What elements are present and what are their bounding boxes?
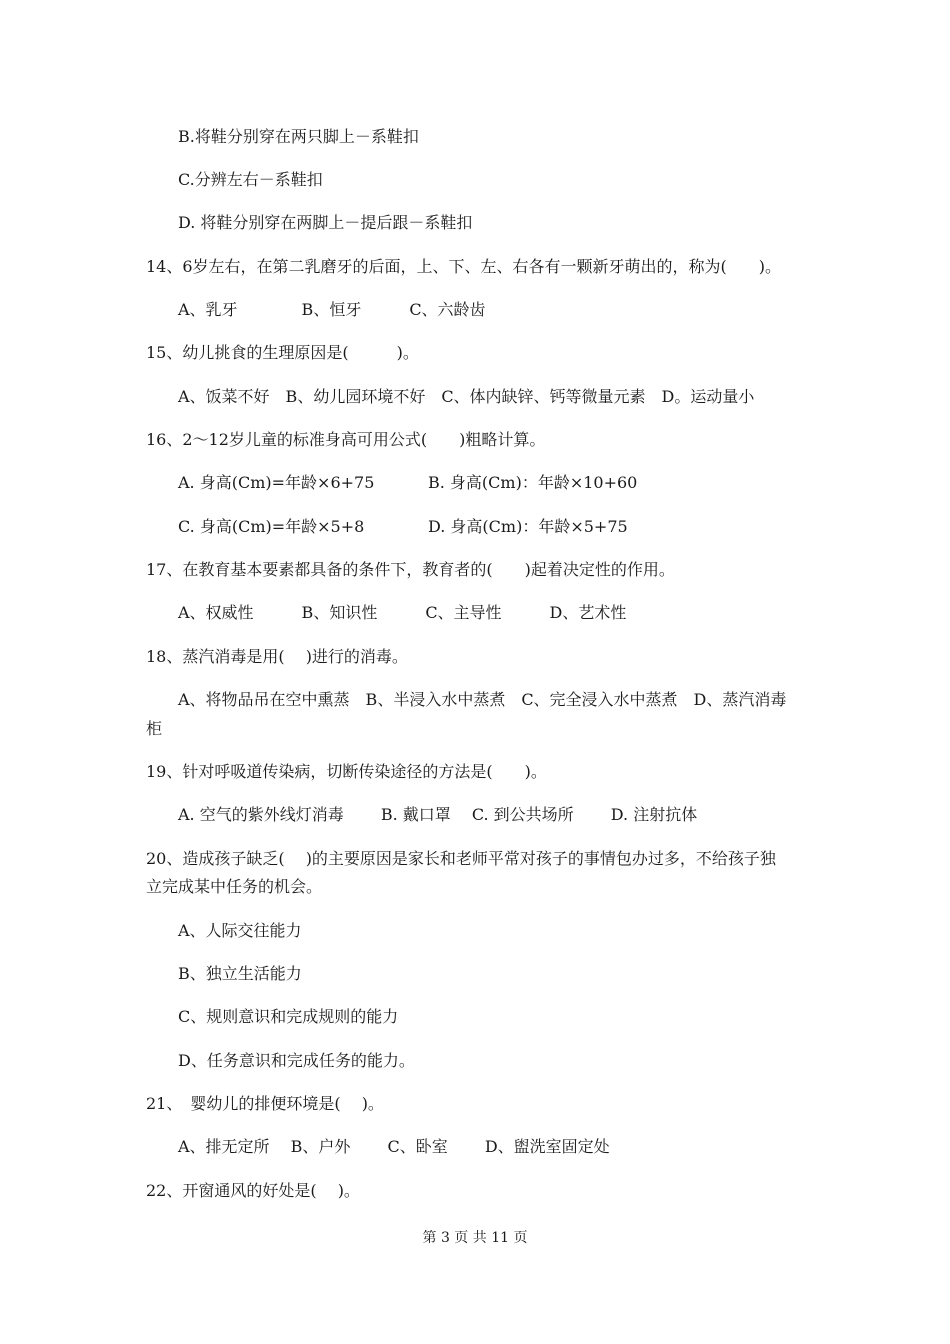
q16-option-c: C. 身高(Cm)=年龄×5+8 bbox=[178, 517, 365, 536]
q15-stem: 15、幼儿挑食的生理原因是( )。 bbox=[146, 343, 419, 362]
q19-options: A. 空气的紫外线灯消毒 B. 戴口罩 C. 到公共场所 D. 注射抗体 bbox=[178, 805, 698, 824]
q18-options: A、将物品吊在空中熏蒸 B、半浸入水中蒸煮 C、完全浸入水中蒸煮 D、蒸汽消毒 bbox=[178, 690, 787, 709]
page-footer: 第 3 页 共 11 页 bbox=[422, 1230, 528, 1246]
q18-stem: 18、蒸汽消毒是用( )进行的消毒。 bbox=[146, 647, 408, 666]
q18-options-continued: 柜 bbox=[146, 719, 163, 738]
q15-options: A、饭菜不好 B、幼儿园环境不好 C、体内缺锌、钙等微量元素 D。运动量小 bbox=[178, 387, 755, 406]
q14-options: A、乳牙 B、恒牙 C、六龄齿 bbox=[178, 300, 486, 319]
q20-option-a: A、人际交往能力 bbox=[178, 921, 302, 940]
q20-stem-line1: 20、造成孩子缺乏( )的主要原因是家长和老师平常对孩子的事情包办过多，不给孩子独 bbox=[146, 849, 776, 868]
q19-stem: 19、针对呼吸道传染病，切断传染途径的方法是( )。 bbox=[146, 762, 547, 781]
q20-option-c: C、规则意识和完成规则的能力 bbox=[178, 1007, 399, 1026]
q20-stem-line2: 立完成某中任务的机会。 bbox=[146, 877, 323, 896]
q16-option-a: A. 身高(Cm)=年龄×6+75 bbox=[178, 473, 375, 492]
q13-option-c: C.分辨左右－系鞋扣 bbox=[178, 170, 323, 189]
q13-option-d: D. 将鞋分别穿在两脚上－提后跟－系鞋扣 bbox=[178, 213, 473, 232]
q21-options: A、排无定所 B、户外 C、卧室 D、盥洗室固定处 bbox=[178, 1137, 610, 1156]
q16-option-d: D. 身高(Cm)：年龄×5+75 bbox=[428, 517, 628, 536]
q13-option-b: B.将鞋分别穿在两只脚上－系鞋扣 bbox=[178, 127, 419, 146]
q20-option-d: D、任务意识和完成任务的能力。 bbox=[178, 1051, 415, 1070]
q16-stem: 16、2～12岁儿童的标准身高可用公式( )粗略计算。 bbox=[146, 430, 546, 449]
q16-option-b: B. 身高(Cm)：年龄×10+60 bbox=[428, 473, 638, 492]
q14-stem: 14、6岁左右，在第二乳磨牙的后面，上、下、左、右各有一颗新牙萌出的，称为( )。 bbox=[146, 257, 782, 276]
q21-stem: 21、 婴幼儿的排便环境是( )。 bbox=[146, 1094, 384, 1113]
q22-stem: 22、开窗通风的好处是( )。 bbox=[146, 1181, 360, 1200]
q20-option-b: B、独立生活能力 bbox=[178, 964, 302, 983]
q17-options: A、权威性 B、知识性 C、主导性 D、艺术性 bbox=[178, 603, 627, 622]
q17-stem: 17、在教育基本要素都具备的条件下，教育者的( )起着决定性的作用。 bbox=[146, 560, 675, 579]
